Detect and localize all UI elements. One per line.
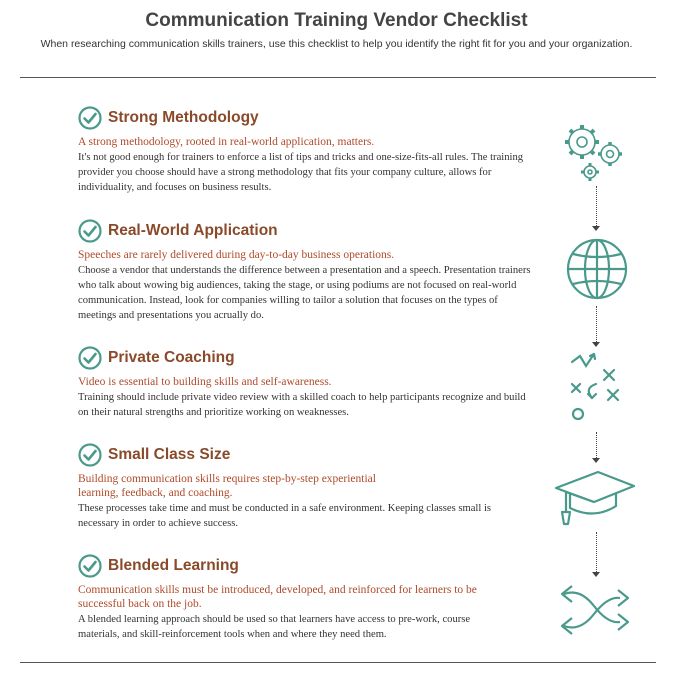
section-heading: Small Class Size [108,446,231,463]
playbook-icon [566,352,626,428]
section-private-coaching [78,345,538,420]
connector-line [596,306,597,342]
connector-arrow [592,572,600,577]
section-real-world-application [78,218,538,323]
section-lead: Communication skills must be introduced, developed, and reinforced for learners to be successful back on the job. [78,584,477,610]
section-heading: Strong Methodology [108,109,259,126]
connector-arrow [592,342,600,347]
section-heading: Private Coaching [108,349,235,366]
section-body: Training should include private video review with a skilled coach to help participants recognize and build on their natural strengths and prioritize working on weaknesses. [78,392,526,418]
graduation-cap-icon [554,466,636,528]
globe-icon [564,236,630,302]
section-lead: A strong methodology, rooted in real-world application, matters. [78,136,375,148]
connector-arrow [592,458,600,463]
check-circle-icon [78,106,102,130]
section-strong-methodology [78,105,538,195]
page-subtitle: When researching communication skills trainers, use this checklist to help you identify the right fit for you and your organization. [40,38,633,50]
section-body: These processes take time and must be conducted in a safe environment. Keeping classes small is necessary in order to achieve success. [78,503,492,529]
section-body: It's not good enough for trainers to enforce a list of tips and tricks and one-size-fits-all rules. The training provider you choose should have a strong methodology that fits your company culture, allows for individuality, and focuses on business results. [78,152,524,193]
gears-icon [560,118,632,184]
check-circle-icon [78,219,102,243]
section-heading: Blended Learning [108,557,239,574]
section-small-class-size [78,442,538,531]
page-title: Communication Training Vendor Checklist [145,10,528,31]
section-body: A blended learning approach should be used so that learners have access to pre-work, course materials, and skill-reinforcement tools when and where they need them. [78,614,471,640]
crossing-arrows-icon [560,582,632,638]
connector-line [596,532,597,572]
connector-line [596,186,597,226]
section-body: Choose a vendor that understands the difference between a presentation and a speech. Presentation trainers who talk about wowing big audiences, taking the stage, or using podiums are not focused on real-world communication. Instead, look for companies willing to tailor a solution that focuses on the types of meetings and presentations you acrually do. [78,265,531,321]
section-lead: Building communication skills requires step-by-step experiential learning, feedback, and coaching. [78,473,376,499]
top-divider [20,77,656,78]
check-circle-icon [78,443,102,467]
section-lead: Video is essential to building skills and self-awareness. [78,376,332,388]
check-circle-icon [78,346,102,370]
check-circle-icon [78,554,102,578]
connector-line [596,432,597,458]
section-blended-learning [78,553,538,642]
bottom-divider [20,662,656,663]
section-heading: Real-World Application [108,222,278,239]
section-lead: Speeches are rarely delivered during day-to-day business operations. [78,249,395,261]
connector-arrow [592,226,600,231]
